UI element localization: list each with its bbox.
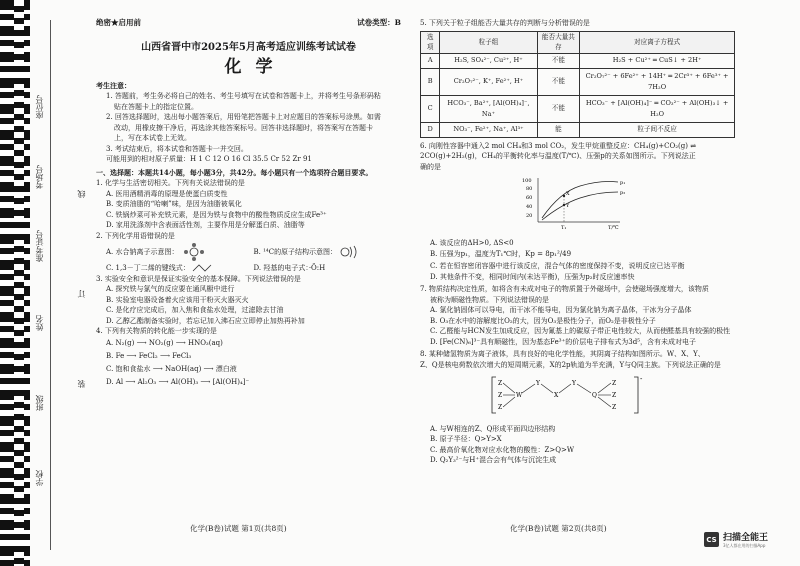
option-b: B. Fe ⟶ FeCl₂ ⟶ FeCl₃ bbox=[106, 351, 192, 360]
table-cell: D bbox=[421, 122, 440, 137]
table-cell: 不能 bbox=[537, 53, 580, 68]
option-c-text: C. 1,3－丁二烯的键线式： bbox=[106, 264, 190, 272]
right-column bbox=[420, 18, 735, 466]
option-c: C. 最高价氧化物对应水化物的酸性：Z>Q>W bbox=[430, 445, 575, 454]
question-stem: 2. 下列化学用语错误的是 bbox=[96, 231, 175, 240]
option-a: A. 与W相连的Z、Q形成平面四边形结构 bbox=[430, 424, 556, 433]
question-stem: 2CO(g)+2H₂(g)，CH₄的平衡转化率与温度(T/℃)、压强p的关系如图所示。下列说法正 bbox=[420, 152, 696, 160]
point-y bbox=[563, 204, 565, 206]
table-row bbox=[421, 53, 735, 68]
page-header bbox=[96, 18, 401, 29]
atom-z: Z bbox=[612, 404, 617, 411]
curve-p1-label: p₁ bbox=[620, 180, 626, 186]
atom-z: Z bbox=[612, 392, 617, 399]
option-c bbox=[106, 263, 254, 274]
chart-xtick: T₁ bbox=[561, 225, 567, 231]
atom-y: Y bbox=[572, 380, 576, 387]
notice-line: 1. 答题前，考生务必将自己的姓名、考生号填写在试卷和答题卡上，并将考生号条形码粘 bbox=[106, 92, 381, 100]
atom-q: Q bbox=[592, 392, 597, 399]
option-b bbox=[254, 244, 402, 260]
subject-title: 化学 bbox=[224, 57, 287, 77]
chart-ytick: 60 bbox=[526, 195, 533, 201]
left-column bbox=[96, 18, 401, 389]
carbon-atom-diagram bbox=[339, 244, 359, 260]
atom-z: Z bbox=[498, 404, 503, 411]
curve-p1 bbox=[542, 182, 618, 219]
option-b: B. O₃在水中的溶解度比O₂的大，因为O₃是极性分子，而O₂是非极性分子 bbox=[430, 316, 656, 325]
question-8 bbox=[420, 349, 735, 466]
table-cell: 不能 bbox=[537, 95, 580, 122]
question-stem: 7. 物质结构决定性质，如将含有未成对电子的物质置于外磁场中，会使磁场强度增大，该物质 bbox=[420, 285, 709, 293]
option-b: B. 变质油脂的“哈喇”味，是因为油脂被氧化 bbox=[106, 200, 242, 208]
table-cell: HCO₃⁻ + [Al(OH)₄]⁻ ═ CO₃²⁻ + Al(OH)₃↓ + H₂O bbox=[580, 95, 735, 122]
table-cell: Cr₂O₇²⁻, K⁺, Fe²⁺, H⁺ bbox=[440, 68, 537, 95]
question-7 bbox=[420, 284, 735, 347]
atom-z: Z bbox=[498, 380, 503, 387]
chart-ytick: 20 bbox=[526, 213, 533, 219]
page-footer-left: 化学(B卷)试题 第1页(共8页) bbox=[190, 524, 287, 533]
curve-p2 bbox=[542, 192, 618, 220]
conversion-chart bbox=[520, 174, 630, 232]
chart-xunit: T/℃ bbox=[608, 225, 619, 231]
point-x-label: X bbox=[566, 191, 570, 197]
chart-ytick: 80 bbox=[526, 186, 533, 192]
question-stem: 8. 某种储氢物质为离子液体，具有良好的电化学性能，其阴离子结构如图所示。W、X、Y、 bbox=[420, 350, 705, 358]
binding-label-room: 考场号 bbox=[35, 165, 44, 189]
page-footer-right: 化学(B卷)试题 第2页(共8页) bbox=[510, 524, 607, 533]
option-d: D. 其他条件不变，相同时间内(未达平衡)，压强为p₂时反应速率快 bbox=[430, 272, 635, 281]
logo-text bbox=[723, 530, 768, 549]
bracket-right bbox=[634, 377, 638, 413]
confidential-mark: 绝密★启用前 bbox=[96, 18, 141, 27]
question-stem: 6. 向刚性容器中通入2 mol CH₄和3 mol CO₂，发生甲烷重整反应：CH₄(g)+CO₂(g) ⇌ bbox=[420, 141, 697, 150]
binding-label-class: 班级 bbox=[35, 395, 44, 411]
option-d: D. 羟基的电子式：·Ö:H bbox=[253, 264, 326, 272]
option-b: B. 原子半径：Q>Y>X bbox=[430, 435, 502, 443]
option-a: A. 探究铁与氯气的反应要在通风橱中进行 bbox=[106, 285, 235, 293]
option-b: B. 压强为p₁，温度为T₁℃时，Kp = 8p₁²/49 bbox=[430, 250, 572, 258]
option-row bbox=[96, 263, 401, 274]
cut-mark-bind: 订 bbox=[77, 290, 86, 298]
table-header: 对应离子方程式 bbox=[580, 31, 735, 53]
notice-line: 3. 考试结束后，将本试卷和答题卡一并交回。 bbox=[106, 144, 248, 153]
logo-tagline: 3亿人都在用的扫描App bbox=[723, 543, 766, 548]
question-3 bbox=[96, 274, 401, 327]
notice-line: 贴在答题卡上的指定位置。 bbox=[114, 102, 198, 111]
paper-type: 试卷类型：B bbox=[357, 18, 401, 27]
cut-mark-line: 线 bbox=[77, 190, 86, 198]
question-2 bbox=[96, 231, 401, 274]
option-a-text: A. 水合钠离子示意图： bbox=[106, 248, 179, 256]
atomic-masses: 可能用到的相对原子质量：H 1 C 12 O 16 Cl 35.5 Cr 52 Zr 91 bbox=[106, 155, 312, 163]
butadiene-skeletal bbox=[192, 263, 216, 273]
question-stem: Z、Q是核电荷数依次增大的短周期元素，X的2p轨道为半充满，Y与Q同主族。下列说法正确的是 bbox=[420, 360, 721, 369]
anion-structure bbox=[490, 373, 650, 417]
binding-label-id: 准考证号 bbox=[35, 230, 44, 262]
table-cell: H₂S + Cu²⁺ ═ CuS↓ + 2H⁺ bbox=[580, 53, 735, 68]
option-d: D. Al ⟶ Al₂O₃ ⟶ Al(OH)₃ ⟶ [Al(OH)₄]⁻ bbox=[106, 377, 250, 386]
binding-label-name: 姓名 bbox=[35, 315, 44, 331]
table-cell: Cr₂O₇²⁻ + 6Fe²⁺ + 14H⁺ ═ 2Cr³⁺ + 6Fe³⁺ + 7H₂O bbox=[580, 68, 735, 95]
option-d: D. 乙醇乙酯制备实验时，若忘记加入沸石应立即停止加热再补加 bbox=[106, 316, 305, 325]
point-y-label: Y bbox=[566, 203, 570, 209]
anion-charge: - bbox=[640, 375, 643, 383]
option-a bbox=[106, 242, 254, 262]
option-row bbox=[96, 241, 401, 263]
option-c: C. 饱和食盐水 ⟶ NaOH(aq) ⟶ 漂白液 bbox=[106, 364, 237, 373]
chart-ytick: 100 bbox=[522, 178, 532, 184]
question-5 bbox=[420, 18, 735, 138]
notice-line: 改动，用橡皮擦干净后，再选涂其他答案标号。回答非选择题时，将答案写在答题卡 bbox=[114, 123, 373, 132]
atom-z: Z bbox=[612, 380, 617, 387]
option-a: A. 氯化钠固体可以导电，而干冰不能导电，因为氯化钠为离子晶体，干冰为分子晶体 bbox=[430, 306, 692, 314]
hydrated-sodium-diagram bbox=[181, 242, 207, 262]
barcode-bars-inner bbox=[14, 0, 24, 566]
option-a: A. N₂(g) ⟶ NO₂(g) ⟶ HNO₃(aq) bbox=[106, 338, 223, 347]
table-cell: A bbox=[421, 53, 440, 68]
option-a: A. 医用酒精消毒的原理是使蛋白质变性 bbox=[106, 189, 228, 198]
option-b: B. 实验室电器设备着火应该用干粉灭火器灭火 bbox=[106, 295, 249, 304]
table-header-row bbox=[421, 31, 735, 53]
camscanner-icon: CS bbox=[704, 532, 719, 547]
option-b-text: B. ¹⁴C的原子结构示意图： bbox=[253, 248, 338, 256]
question-stem: 4. 下列有关物质的转化能一步实现的是 bbox=[96, 327, 217, 335]
binding-label-seat: 座位号 bbox=[35, 95, 44, 119]
exam-title: 山西省晋中市2025年5月高考适应训练考试试卷 bbox=[141, 41, 356, 53]
question-6 bbox=[420, 141, 735, 283]
binding-strip bbox=[0, 0, 86, 566]
table-header: 粒子组 bbox=[440, 31, 537, 53]
table-row bbox=[421, 68, 735, 95]
point-x bbox=[563, 195, 565, 197]
atom-z: Z bbox=[498, 392, 503, 399]
scanner-logo bbox=[704, 530, 768, 549]
question-1 bbox=[96, 178, 401, 231]
chart-ytick: 40 bbox=[526, 204, 533, 210]
question-stem: 确的是 bbox=[420, 162, 441, 171]
cut-line bbox=[50, 20, 51, 550]
section-heading: 一、选择题：本题共14小题，每小题3分，共42分。每小题只有一个选项符合题目要求。 bbox=[96, 167, 373, 177]
option-c: C. 是化疗应完成后，加入焦和食盐水处理，过滤除去甘油 bbox=[106, 306, 284, 314]
table-cell: 能 bbox=[537, 122, 580, 137]
question-stem: 5. 下列关于粒子组能否大量共存的判断与分析错误的是 bbox=[420, 19, 590, 27]
question-stem: 1. 化学与生活密切相关。下列有关说法错误的是 bbox=[96, 179, 245, 187]
table-cell: 粒子间不反应 bbox=[580, 122, 735, 137]
table-cell: C bbox=[421, 95, 440, 122]
bracket-left bbox=[492, 377, 496, 413]
notice-title: 考生注意： bbox=[96, 80, 131, 90]
logo-name: 扫描全能王 bbox=[723, 533, 769, 543]
question-stem: 被称为顺磁性物质。下列说法错误的是 bbox=[430, 295, 549, 304]
question-stem: 3. 实验安全和意识是保证实验安全的基本保障。下列说法错误的是 bbox=[96, 274, 301, 283]
option-a: A. 该反应的ΔH>0, ΔS<0 bbox=[430, 238, 514, 247]
table-cell: H₂S, SO₄²⁻, Cu²⁺, H⁺ bbox=[440, 53, 537, 68]
option-c: C. 若在恒容密闭容器中进行该反应，混合气体的密度保持不变，说明反应已达平衡 bbox=[430, 262, 685, 270]
table-cell: B bbox=[421, 68, 440, 95]
atom-x: X bbox=[554, 392, 559, 399]
option-d: D. 家用洗涤剂中含表面活性剂，主要作用是分解蛋白质、油脂等 bbox=[106, 221, 305, 229]
q5-table bbox=[420, 31, 735, 138]
option-c: C. 乙醛能与HCN发生加成反应，因为氰基上的碳原子带正电性较大，从而使醛基具有较强的极性 bbox=[430, 327, 731, 335]
option-d: D. [Fe(CN)₆]³⁻具有顺磁性，因为基态Fe³⁺的价层电子排布式为3d⁵，含有未成对电子 bbox=[430, 337, 696, 346]
table-row bbox=[421, 95, 735, 122]
option-d: D. Q₂Y₃²⁻与H⁺混合会有气体与沉淀生成 bbox=[430, 456, 557, 464]
table-cell: NO₃⁻, Fe²⁺, Na⁺, Al³⁺ bbox=[440, 122, 537, 137]
table-header: 能否大量共存 bbox=[537, 31, 580, 53]
table-header: 选项 bbox=[421, 31, 440, 53]
table-cell: HCO₃⁻, Ba²⁺, [Al(OH)₄]⁻, Na⁺ bbox=[440, 95, 537, 122]
notice-line: 上，写在本试卷上无效。 bbox=[114, 134, 191, 142]
table-row bbox=[421, 122, 735, 137]
question-4 bbox=[96, 326, 401, 389]
curve-p2-label: p₂ bbox=[620, 190, 626, 196]
atom-y: Y bbox=[536, 380, 540, 387]
atom-w: W bbox=[516, 392, 523, 399]
binding-label-school: 学校 bbox=[35, 470, 44, 486]
notice-line: 2. 回答选择题时，选出每小题答案后，用铅笔把答题卡上对应题目的答案标号涂黑。如需 bbox=[106, 113, 381, 121]
cut-mark-staple: 装 bbox=[77, 380, 86, 388]
option-c: C. 铁锅炒菜可补充铁元素，是因为铁与食物中的酸性物质反应生成Fe³⁺ bbox=[106, 210, 327, 219]
table-cell: 不能 bbox=[537, 68, 580, 95]
